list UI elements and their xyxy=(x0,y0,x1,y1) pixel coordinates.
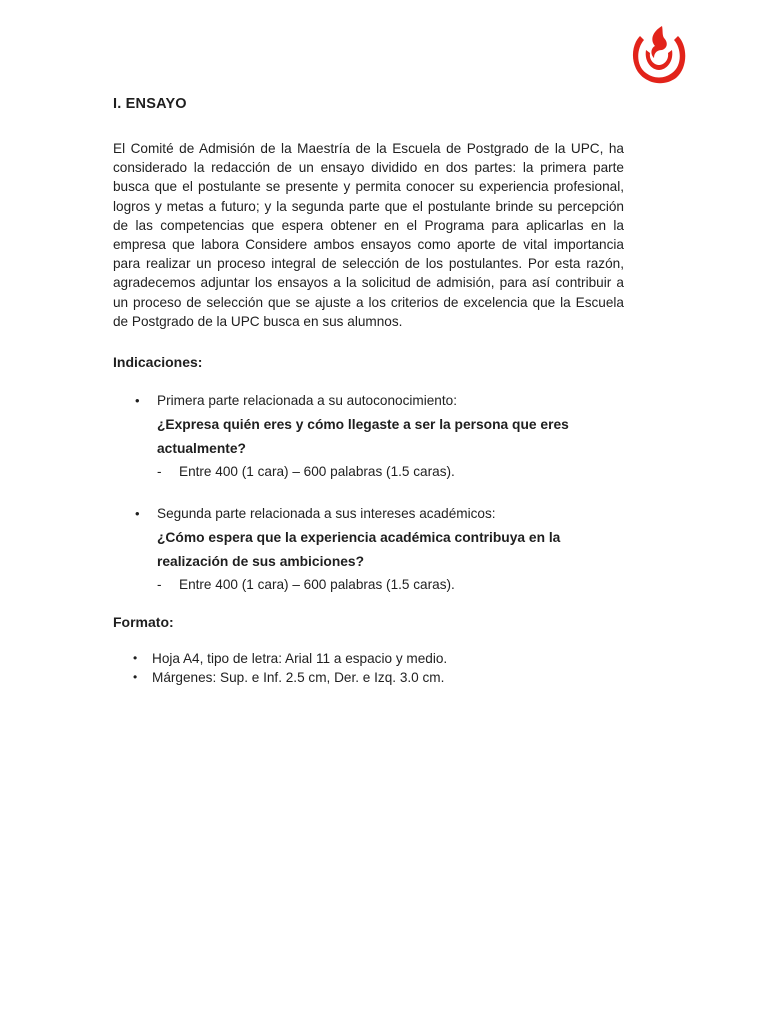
section-title: I. ENSAYO xyxy=(113,96,187,112)
formato-heading: Formato: xyxy=(113,614,174,631)
word-range xyxy=(157,462,624,482)
formato-item xyxy=(113,649,624,668)
intro-paragraph: El Comité de Admisión de la Maestría de la Escuela de Postgrado de la UPC, ha considerado la redacción de un ensayo dividido en dos partes: la primera parte busca que el postulante se presente y permita conocer su experiencia profesional, logros y metas a futuro; y la segunda parte que el postulante brinde su percepción de las competencias que espera obtener en el Programa para aplicarlas en la empresa que labora Considere ambos ensayos como aporte de vital importancia para realizar un proceso integral de selección de los postulantes. Por esta razón, agradecemos adjuntar los ensayos a la solicitud de admisión, para así contribuir a un proceso de selección que se ajuste a los criterios de excelencia que la Escuela de Postgrado de la UPC busca en sus alumnos. xyxy=(113,141,624,329)
word-range-text: Entre 400 (1 cara) – 600 palabras (1.5 caras). xyxy=(179,577,455,593)
formato-item-text: Hoja A4, tipo de letra: Arial 11 a espacio y medio. xyxy=(152,651,448,667)
bullet-marker: • xyxy=(135,506,140,522)
indicacion-question: ¿Cómo espera que la experiencia académica contribuya en la realización de sus ambiciones? xyxy=(157,530,561,570)
formato-item xyxy=(113,668,624,687)
indicacion-lead: Primera parte relacionada a su autoconocimiento: xyxy=(157,393,457,409)
dash-marker: - xyxy=(157,577,162,593)
document-content xyxy=(113,95,624,687)
indicacion-question: ¿Expresa quién eres y cómo llegaste a ser la persona que eres actualmente? xyxy=(157,417,569,457)
bullet-marker: • xyxy=(133,651,138,666)
bullet-marker: • xyxy=(133,670,138,685)
indicacion-lead: Segunda parte relacionada a sus intereses académicos: xyxy=(157,506,496,522)
formato-item-text: Márgenes: Sup. e Inf. 2.5 cm, Der. e Izq. 3.0 cm. xyxy=(152,670,445,686)
word-range-text: Entre 400 (1 cara) – 600 palabras (1.5 caras). xyxy=(179,464,455,480)
upc-logo-icon xyxy=(628,22,690,88)
dash-marker: - xyxy=(157,464,162,480)
indicacion-item xyxy=(113,391,624,482)
indicacion-item xyxy=(113,504,624,595)
indicaciones-heading: Indicaciones: xyxy=(113,354,203,371)
word-range xyxy=(157,575,624,595)
bullet-marker: • xyxy=(135,393,140,409)
formato-list xyxy=(113,649,624,687)
